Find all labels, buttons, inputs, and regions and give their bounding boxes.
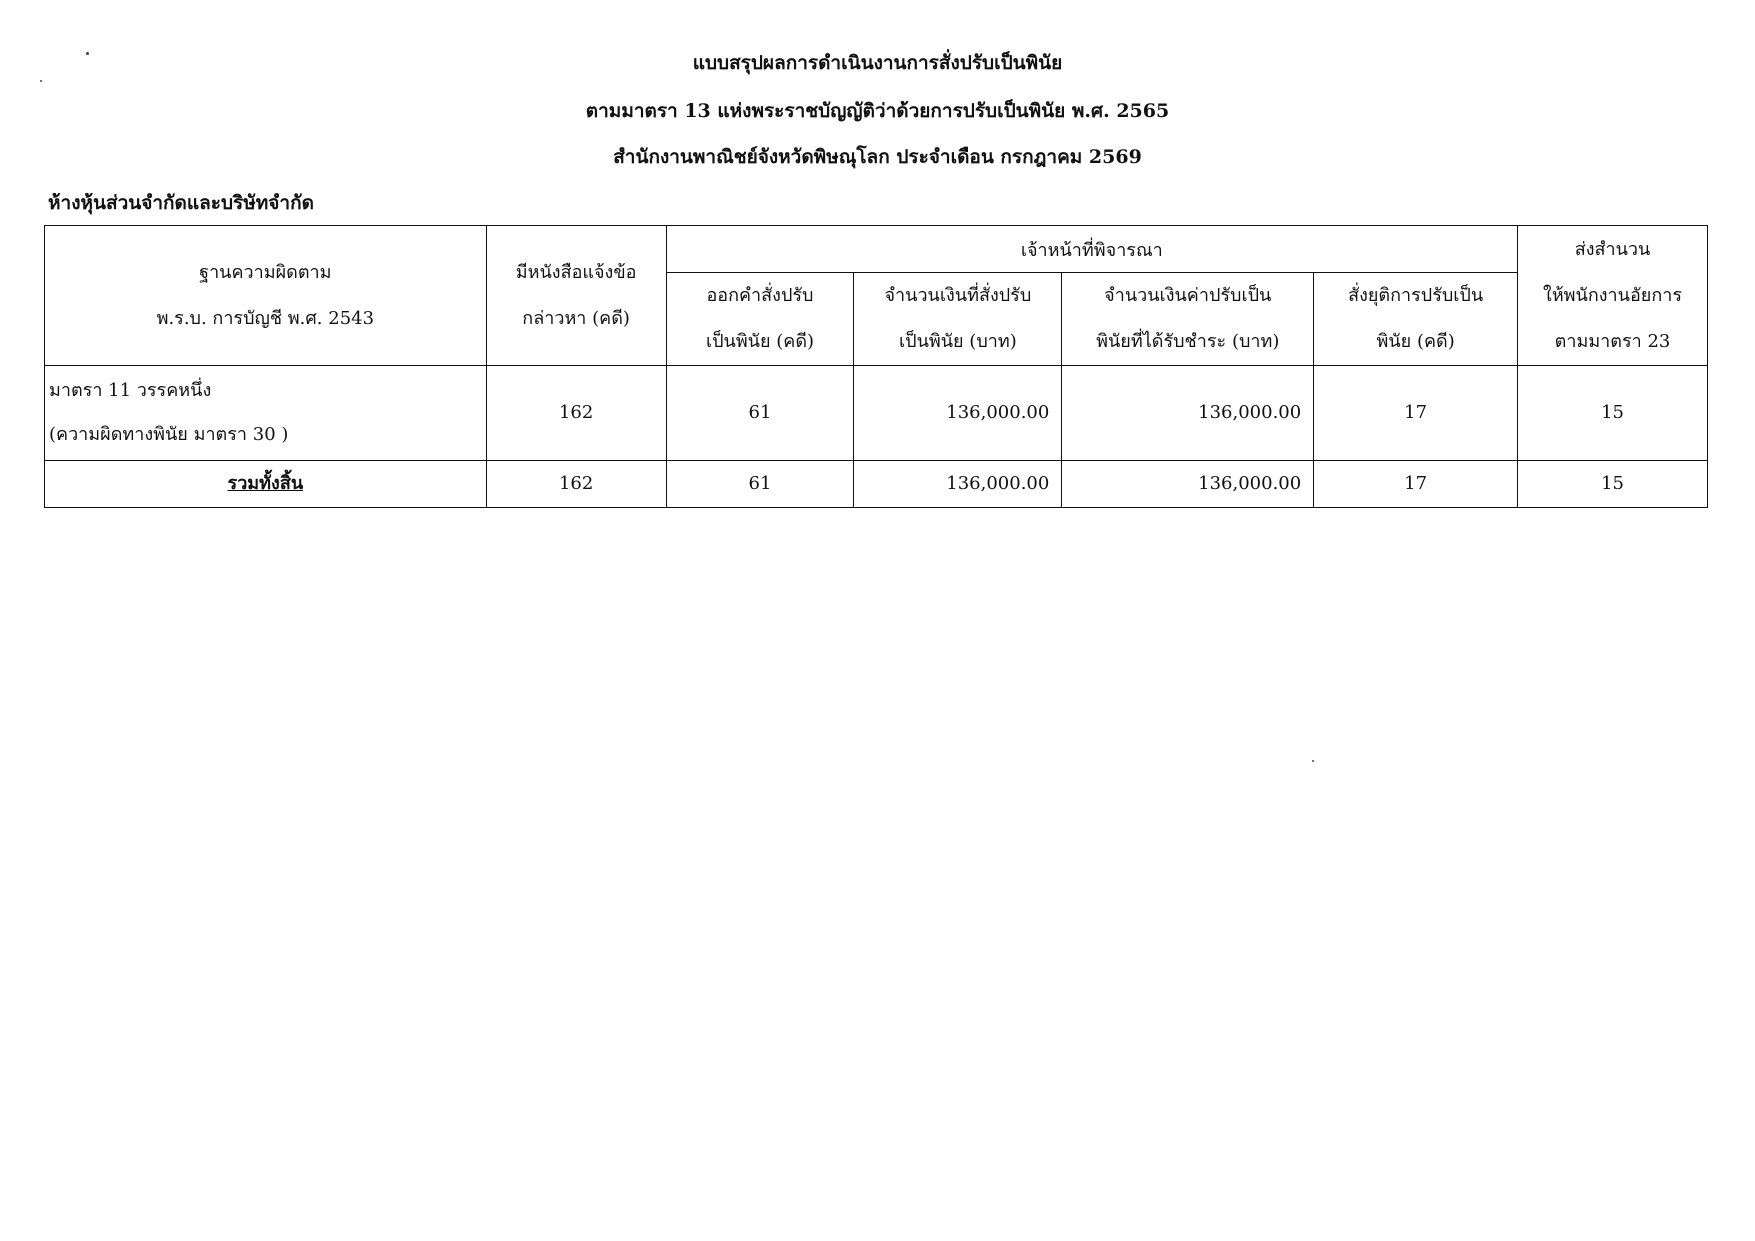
total-row (45, 461, 1708, 508)
row-offense-basis (45, 366, 487, 461)
row-amount-paid: 136,000.00 (1062, 366, 1314, 461)
header-order-fine-line2: เป็นพินัย (คดี) (705, 331, 815, 352)
report-legal-basis: ตามมาตรา 13 แห่งพระราชบัญญัติว่าด้วยการปรับเป็นพินัย พ.ศ. 2565 (585, 100, 1170, 122)
total-amount-paid: 136,000.00 (1062, 461, 1314, 508)
header-offense-basis-line2: พ.ร.บ. การบัญชี พ.ศ. 2543 (156, 307, 375, 329)
header-amount-ordered (854, 273, 1062, 366)
header-terminated-line2: พินัย (คดี) (1376, 331, 1455, 352)
total-order-count: 61 (666, 461, 854, 508)
header-order-fine-line1: ออกคำสั่งปรับ (706, 285, 814, 306)
row-order-count: 61 (666, 366, 854, 461)
header-amount-paid-line1: จำนวนเงินค่าปรับเป็น (1104, 285, 1272, 306)
header-amount-paid (1062, 273, 1314, 366)
fine-summary-table (44, 225, 1708, 508)
header-offense-basis-line1: ฐานความผิดตาม (199, 261, 332, 283)
header-terminated-line1: สั่งยุติการปรับเป็น (1348, 285, 1484, 306)
total-forward-count: 15 (1518, 461, 1708, 508)
row-amount-ordered: 136,000.00 (854, 366, 1062, 461)
header-accusation-notice-line2: กล่าวหา (คดี) (522, 307, 630, 329)
report-office-period: สำนักงานพาณิชย์จังหวัดพิษณุโลก ประจำเดือน กรกฎาคม 2569 (613, 146, 1142, 168)
header-accusation-notice-line1: มีหนังสือแจ้งข้อ (515, 261, 637, 283)
header-amount-ordered-line1: จำนวนเงินที่สั่งปรับ (884, 285, 1032, 306)
entity-type-heading: ห้างหุ้นส่วนจำกัดและบริษัทจำกัด (48, 192, 314, 214)
header-forward-line3: ตามมาตรา 23 (1554, 330, 1671, 352)
scan-speck (40, 80, 42, 82)
header-accusation-notice (486, 226, 666, 366)
header-amount-paid-line2: พินัยที่ได้รับชำระ (บาท) (1096, 331, 1280, 352)
total-terminated-count: 17 (1314, 461, 1518, 508)
report-title: แบบสรุปผลการดำเนินงานการสั่งปรับเป็นพินัย (692, 52, 1063, 74)
header-terminated (1314, 273, 1518, 366)
row-terminated-count: 17 (1314, 366, 1518, 461)
table-row (45, 366, 1708, 461)
row-offense-basis-line2: (ความผิดทางพินัย มาตรา 30 ) (49, 424, 289, 445)
row-offense-basis-line1: มาตรา 11 วรรคหนึ่ง (49, 380, 212, 401)
total-amount-ordered: 136,000.00 (854, 461, 1062, 508)
total-label: รวมทั้งสิ้น (227, 473, 304, 494)
total-notice-count: 162 (486, 461, 666, 508)
header-forward-line2: ให้พนักงานอัยการ (1543, 284, 1682, 306)
header-amount-ordered-line2: เป็นพินัย (บาท) (898, 331, 1017, 352)
header-row-top (45, 226, 1708, 273)
scan-speck (1312, 760, 1314, 762)
header-forward-prosecutor (1518, 226, 1708, 366)
row-notice-count: 162 (486, 366, 666, 461)
header-officer-consideration: เจ้าหน้าที่พิจารณา (666, 226, 1517, 273)
header-offense-basis (45, 226, 487, 366)
row-forward-count: 15 (1518, 366, 1708, 461)
total-label-cell (45, 461, 487, 508)
header-order-fine (666, 273, 854, 366)
header-forward-line1: ส่งสำนวน (1574, 238, 1651, 260)
